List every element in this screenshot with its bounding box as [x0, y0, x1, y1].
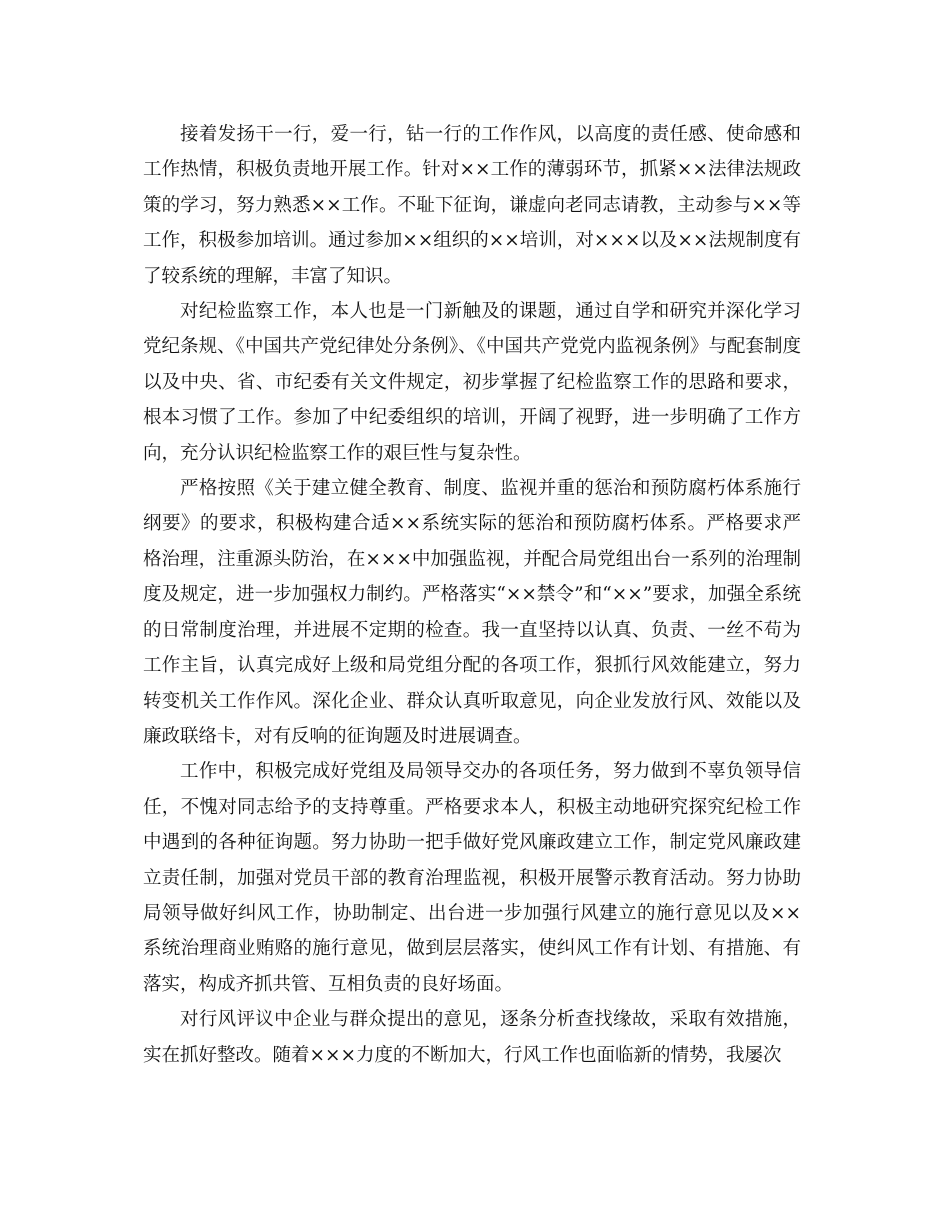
document-body: [143, 117, 801, 1073]
paragraph-4: 工作中，积极完成好党组及局领导交办的各项任务，努力做到不辜负领导信任，不愧对同志给予的支持尊重。严格要求本人，积极主动地研究探究纪检工作中遇到的各种征询题。努力协助一把手做好党风廉政建立工作，制定党风廉政建立责任制，加强对党员干部的教育治理监视，积极开展警示教育活动。努力协助局领导做好纠风工作，协助制定、出台进一步加强行风建立的施行意见以及××系统治理商业贿赂的施行意见，做到层层落实，使纠风工作有计划、有措施、有落实，构成齐抓共管、互相负责的良好场面。: [143, 761, 801, 995]
paragraph-1: 接着发扬干一行，爱一行，钻一行的工作作风，以高度的责任感、使命感和工作热情，积极负责地开展工作。针对××工作的薄弱环节，抓紧××法律法规政策的学习，努力熟悉××工作。不耻下征询，谦虚向老同志请教，主动参与××等工作，积极参加培训。通过参加××组织的××培训，对×××以及××法规制度有了较系统的理解，丰富了知识。: [143, 124, 801, 287]
paragraph-2: 对纪检监察工作，本人也是一门新触及的课题，通过自学和研究并深化学习党纪条规、《中国共产党纪律处分条例》、《中国共产党党内监视条例》与配套制度以及中央、省、市纪委有关文件规定，初步掌握了纪检监察工作的思路和要求，根本习惯了工作。参加了中纪委组织的培训，开阔了视野，进一步明确了工作方向，充分认识纪检监察工作的艰巨性与复杂性。: [143, 301, 801, 464]
paragraph-3: 严格按照《关于建立健全教育、制度、监视并重的惩治和预防腐朽体系施行纲要》的要求，积极构建合适××系统实际的惩治和预防腐朽体系。严格要求严格治理，注重源头防治，在×××中加强监视，并配合局党组出台一系列的治理制度及规定，进一步加强权力制约。严格落实“××禁令”和“××”要求，加强全系统的日常制度治理，并进展不定期的检查。我一直坚持以认真、负责、一丝不苟为工作主旨，认真完成好上级和局党组分配的各项工作，狠抓行风效能建立，努力转变机关工作作风。深化企业、群众认真听取意见，向企业发放行风、效能以及廉政联络卡，对有反响的征询题及时进展调查。: [143, 478, 801, 747]
paragraph-5: 对行风评议中企业与群众提出的意见，逐条分析查找缘故，采取有效措施，实在抓好整改。随着×××力度的不断加大，行风工作也面临新的情势，我屡次: [143, 1009, 801, 1066]
